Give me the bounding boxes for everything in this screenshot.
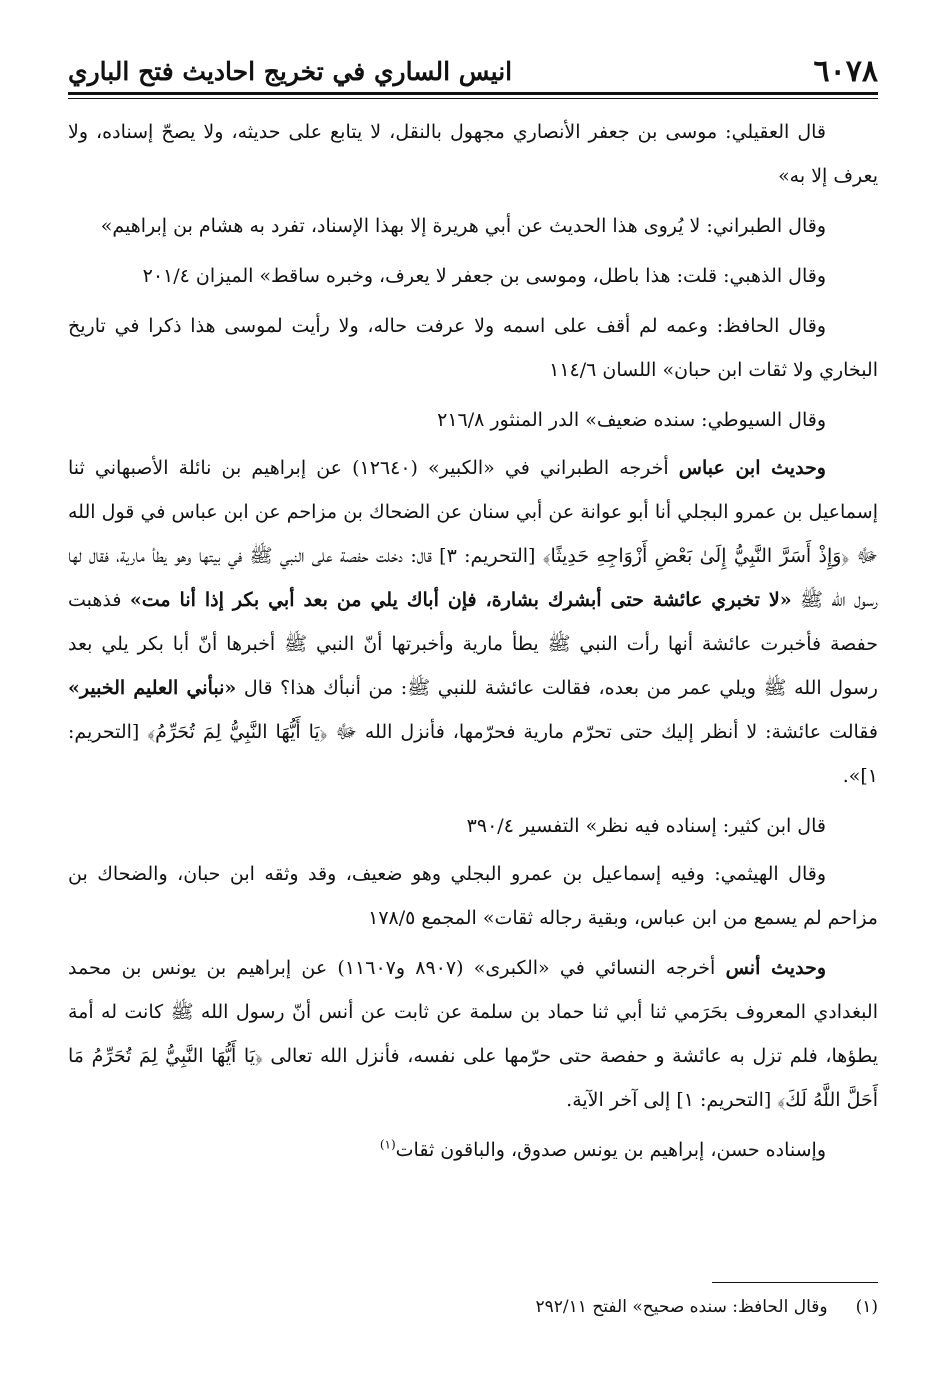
main-text xyxy=(68,110,878,1178)
paragraph-anas-hadith xyxy=(68,946,878,1122)
footnote-separator xyxy=(712,1282,878,1283)
paragraph-isnad-grading xyxy=(68,1128,878,1172)
hadith-text: أخرجه النسائي في «الكبرى» (٨٩٠٧ و١١٦٠٧) عن إبراهيم بن يونس بن محمد البغدادي المعروف بحَرَمي ثنا أبي ثنا حماد بن سلمة عن ثابت عن أنس أنّ رسول الله ﷺ كانت له أمة يطؤها، فلم تزل به عائشة و حفصة حتى حرّمها على نفسه، فأنزل الله تعالى ﴿يَا أَيُّهَا النَّبِيُّ لِمَ تُحَرِّمُ مَا أَحَلَّ اللَّهُ لَكَ﴾ [التحريم: ١] إلى آخر الآية. xyxy=(68,957,878,1111)
hadith-quote: «لا تخبري عائشة حتى أبشرك بشارة، فإن أباك يلي من بعد أبي بكر إذا أنا مت» xyxy=(129,589,792,611)
paragraph-uqayli: قال العقيلي: موسى بن جعفر الأنصاري مجهول بالنقل، لا يتابع على حديثه، ولا يصحّ إسناده، ولا يعرف إلا به» xyxy=(68,121,878,187)
hadith-text: فذهبت حفصة فأخبرت عائشة أنها رأت النبي ﷺ يطأ مارية وأخبرتها أنّ النبي ﷺ أخبرها أنّ أبا بكر يلي بعد رسول الله ﷺ ويلي عمر من بعده، فقالت عائشة للنبي ﷺ: من أنبأك هذا؟ قال xyxy=(68,589,878,699)
paragraph-tabarani: وقال الطبراني: لا يُروى هذا الحديث عن أبي هريرة إلا بهذا الإسناد، تفرد به هشام بن إبراهيم» xyxy=(100,215,826,237)
page-header xyxy=(68,48,878,94)
grading-text: وإسناده حسن، إبراهيم بن يونس صدوق، والباقون ثقات xyxy=(395,1139,826,1161)
hadith-text: أخرجه الطبراني في «الكبير» (١٢٦٤٠) عن إبراهيم بن نائلة الأصبهاني ثنا إسماعيل بن عمرو البجلي أنا أبو عوانة عن أبي سنان عن الضحاك بن مزاحم عن ابن عباس في قول الله ﷻ ﴿وَإِذْ أَسَرَّ النَّبِيُّ إِلَىٰ بَعْضِ أَزْوَاجِهِ حَدِيثًا﴾ [التحريم: ٣] قال: دخلت حفصة على النبي ﷺ في بيتها وهو يطأ مارية، فقال لها رسول الله ﷺ xyxy=(68,457,878,611)
paragraph-ibn-kathir: قال ابن كثير: إسناده فيه نظر» التفسير ٣٩٠/٤ xyxy=(466,815,826,837)
paragraph-dhahabi: وقال الذهبي: قلت: هذا باطل، وموسى بن جعفر لا يعرف، وخبره ساقط» الميزان ٢٠١/٤ xyxy=(142,265,826,287)
footnote-reference: (١) xyxy=(379,1137,396,1152)
hadith-quote: «نبأني العليم الخبير» xyxy=(68,677,237,699)
running-title: انيس الساري في تخريج احاديث فتح الباري xyxy=(68,57,513,86)
footnote xyxy=(68,1292,878,1322)
paragraph-haythami: وقال الهيثمي: وفيه إسماعيل بن عمرو البجلي وهو ضعيف، وقد وثقه ابن حبان، والضحاك بن مزاحم لم يسمع من ابن عباس، وبقية رجاله ثقات» المجمع ١٧٨/٥ xyxy=(68,863,878,929)
footnote-text: وقال الحافظ: سنده صحيح» الفتح ٢٩٢/١١ xyxy=(535,1297,828,1317)
paragraph-ibn-abbas-hadith xyxy=(68,446,878,798)
paragraph-suyuti: وقال السيوطي: سنده ضعيف» الدر المنثور ٢١٦/٨ xyxy=(437,409,826,431)
hadith-lead: وحديث ابن عباس xyxy=(678,457,826,479)
hadith-text: فقالت عائشة: لا أنظر إليك حتى تحرّم مارية فحرّمها، فأنزل الله ﷻ ﴿يَا أَيُّهَا النَّبِيُّ لِمَ تُحَرِّمُ﴾ [التحريم: ١]». xyxy=(68,721,878,787)
header-rule-thick xyxy=(68,92,878,95)
page-number: ٦٠٧٨ xyxy=(813,54,878,89)
header-rule-thin xyxy=(68,98,878,99)
paragraph-hafiz: وقال الحافظ: وعمه لم أقف على اسمه ولا عرفت حاله، ولا رأيت لموسى هذا ذكرا في تاريخ البخاري ولا ثقات ابن حبان» اللسان ١١٤/٦ xyxy=(68,315,878,381)
hadith-lead: وحديث أنس xyxy=(725,957,826,979)
footnote-number: (١) xyxy=(855,1297,878,1317)
